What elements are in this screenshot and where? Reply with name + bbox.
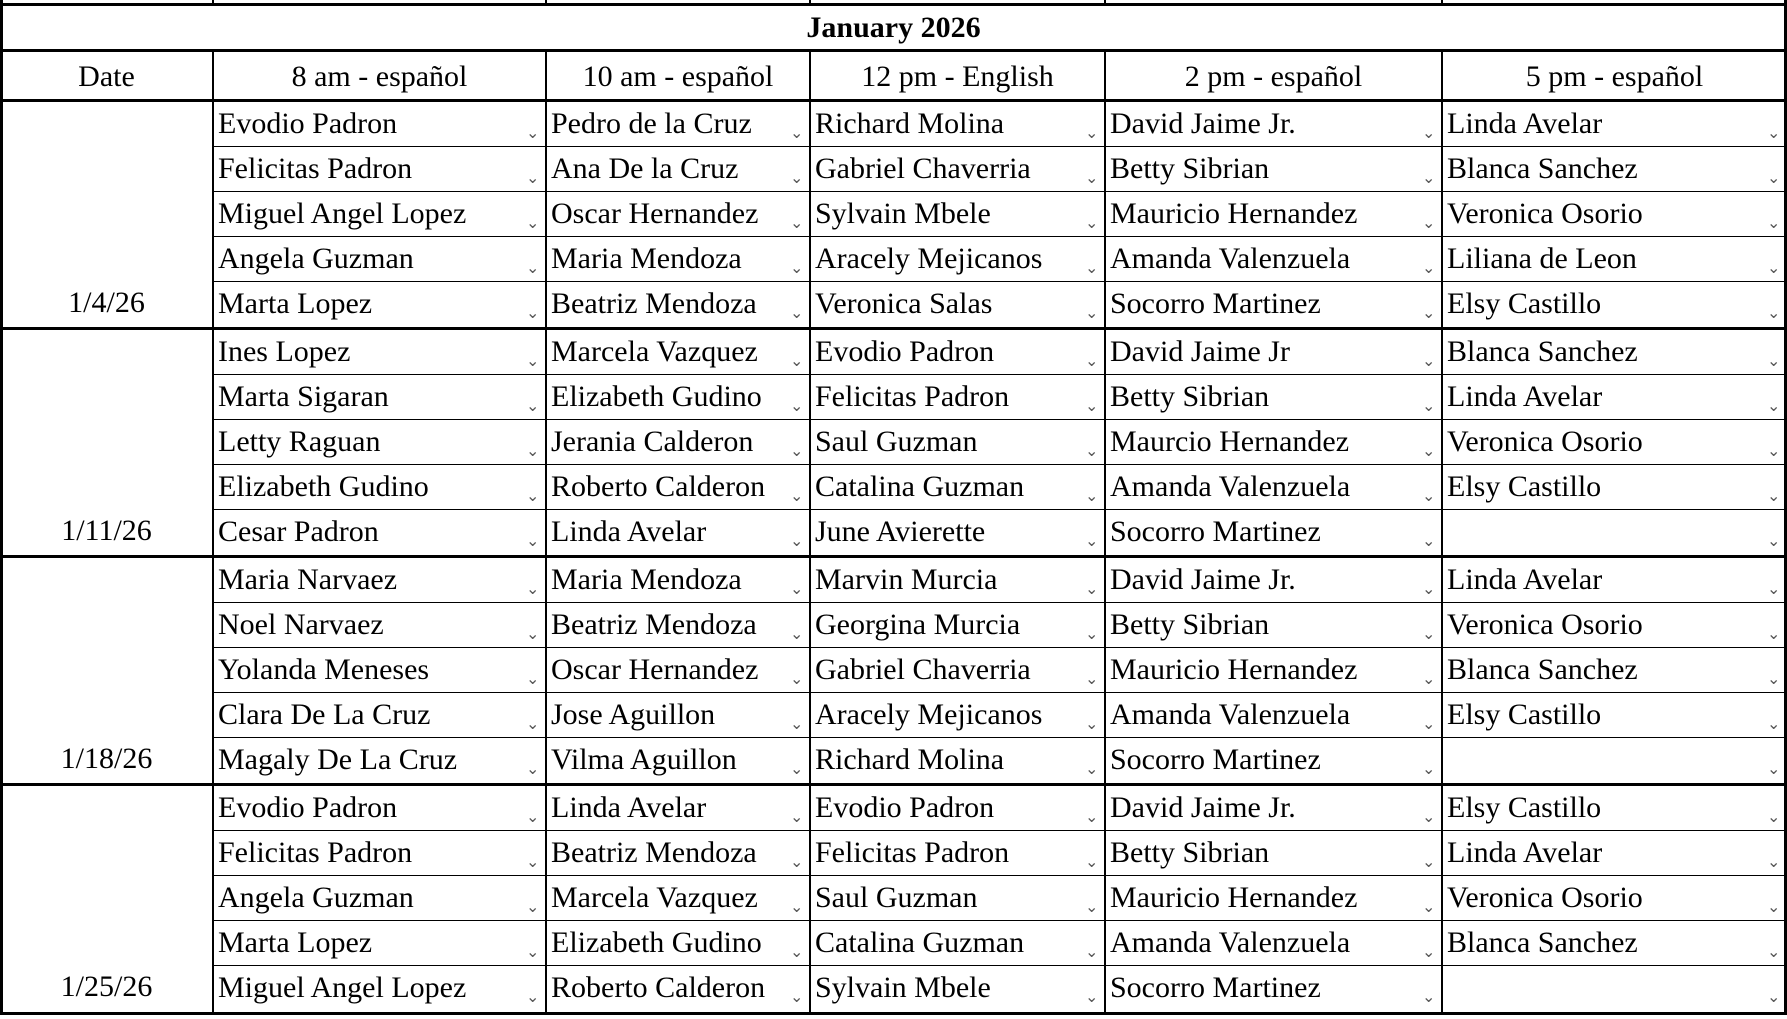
schedule-cell-dropdown[interactable]: Noel Narvaez xyxy=(218,608,384,641)
grid-vline xyxy=(1104,0,1106,5)
chevron-down-icon[interactable]: ⌄ xyxy=(1767,942,1781,961)
schedule-cell-dropdown[interactable]: Blanca Sanchez xyxy=(1447,653,1638,686)
chevron-down-icon[interactable]: ⌄ xyxy=(1767,351,1781,370)
chevron-down-icon[interactable]: ⌄ xyxy=(790,759,804,778)
grid-hline xyxy=(0,327,1787,330)
chevron-down-icon[interactable]: ⌄ xyxy=(1767,123,1781,142)
grid-vline xyxy=(212,0,214,5)
chevron-down-icon[interactable]: ⌄ xyxy=(1422,531,1436,550)
chevron-down-icon[interactable]: ⌄ xyxy=(1422,303,1436,322)
chevron-down-icon[interactable]: ⌄ xyxy=(790,987,804,1006)
grid-vline xyxy=(809,0,811,5)
schedule-cell-dropdown[interactable]: Beatriz Mendoza xyxy=(551,836,757,869)
chevron-down-icon[interactable]: ⌄ xyxy=(1085,669,1099,688)
chevron-down-icon[interactable]: ⌄ xyxy=(790,441,804,460)
chevron-down-icon[interactable]: ⌄ xyxy=(526,531,540,550)
chevron-down-icon[interactable]: ⌄ xyxy=(1085,531,1099,550)
chevron-down-icon[interactable]: ⌄ xyxy=(1085,987,1099,1006)
chevron-down-icon[interactable]: ⌄ xyxy=(790,579,804,598)
schedule-cell-dropdown[interactable]: Veronica Osorio xyxy=(1447,881,1643,914)
chevron-down-icon[interactable]: ⌄ xyxy=(1767,213,1781,232)
chevron-down-icon[interactable]: ⌄ xyxy=(526,123,540,142)
schedule-cell-dropdown[interactable]: Ines Lopez xyxy=(218,335,351,368)
schedule-cell-dropdown[interactable]: Amanda Valenzuela xyxy=(1110,470,1351,503)
schedule-cell-dropdown[interactable]: Liliana de Leon xyxy=(1447,242,1637,275)
grid-hline xyxy=(213,692,1787,693)
schedule-cell-dropdown[interactable]: Gabriel Chaverria xyxy=(815,653,1031,686)
schedule-cell-dropdown[interactable]: Gabriel Chaverria xyxy=(815,152,1031,185)
chevron-down-icon[interactable]: ⌄ xyxy=(526,669,540,688)
chevron-down-icon[interactable]: ⌄ xyxy=(526,579,540,598)
chevron-down-icon[interactable]: ⌄ xyxy=(790,942,804,961)
schedule-cell-dropdown[interactable]: Ana De la Cruz xyxy=(551,152,739,185)
schedule-cell-dropdown[interactable]: Socorro Martinez xyxy=(1110,971,1321,1004)
chevron-down-icon[interactable]: ⌄ xyxy=(1422,486,1436,505)
grid-vline xyxy=(212,50,214,1015)
grid-hline xyxy=(213,236,1787,237)
chevron-down-icon[interactable]: ⌄ xyxy=(1767,897,1781,916)
chevron-down-icon[interactable]: ⌄ xyxy=(1422,852,1436,871)
grid-hline xyxy=(213,602,1787,603)
chevron-down-icon[interactable]: ⌄ xyxy=(790,669,804,688)
schedule-cell-dropdown[interactable]: Georgina Murcia xyxy=(815,608,1021,641)
chevron-down-icon[interactable]: ⌄ xyxy=(1767,168,1781,187)
schedule-cell-dropdown[interactable]: Linda Avelar xyxy=(1447,836,1603,869)
schedule-cell-dropdown[interactable]: Evodio Padron xyxy=(815,335,995,368)
chevron-down-icon[interactable]: ⌄ xyxy=(1085,942,1099,961)
schedule-cell-dropdown[interactable]: Clara De La Cruz xyxy=(218,698,431,731)
schedule-cell-dropdown[interactable]: Maria Mendoza xyxy=(551,242,742,275)
schedule-cell-dropdown[interactable]: Cesar Padron xyxy=(218,515,379,548)
schedule-cell-dropdown[interactable]: David Jaime Jr. xyxy=(1110,791,1296,824)
schedule-cell-dropdown[interactable]: Linda Avelar xyxy=(1447,380,1603,413)
chevron-down-icon[interactable]: ⌄ xyxy=(1767,987,1781,1006)
grid-hline xyxy=(213,920,1787,921)
grid-hline xyxy=(213,191,1787,192)
schedule-cell-dropdown[interactable]: Evodio Padron xyxy=(218,791,398,824)
chevron-down-icon[interactable]: ⌄ xyxy=(790,258,804,277)
schedule-cell-dropdown[interactable]: Blanca Sanchez xyxy=(1447,926,1638,959)
chevron-down-icon[interactable]: ⌄ xyxy=(1085,396,1099,415)
chevron-down-icon[interactable]: ⌄ xyxy=(1085,168,1099,187)
grid-vline xyxy=(0,0,3,1015)
chevron-down-icon[interactable]: ⌄ xyxy=(1422,258,1436,277)
header-service-2: 10 am - español xyxy=(582,60,774,93)
grid-hline xyxy=(213,374,1787,375)
chevron-down-icon[interactable]: ⌄ xyxy=(1767,486,1781,505)
chevron-down-icon[interactable]: ⌄ xyxy=(790,624,804,643)
schedule-cell-dropdown[interactable]: June Avierette xyxy=(815,515,986,548)
schedule-cell-dropdown[interactable]: Sylvain Mbele xyxy=(815,197,991,230)
schedule-cell-dropdown[interactable]: Angela Guzman xyxy=(218,881,414,914)
schedule-cell-dropdown[interactable]: Amanda Valenzuela xyxy=(1110,698,1351,731)
schedule-cell-dropdown[interactable]: Elsy Castillo xyxy=(1447,470,1602,503)
chevron-down-icon[interactable]: ⌄ xyxy=(1085,123,1099,142)
chevron-down-icon[interactable]: ⌄ xyxy=(1085,351,1099,370)
chevron-down-icon[interactable]: ⌄ xyxy=(526,258,540,277)
grid-vline xyxy=(1441,0,1443,5)
schedule-cell-dropdown[interactable]: Mauricio Hernandez xyxy=(1110,653,1358,686)
chevron-down-icon[interactable]: ⌄ xyxy=(1085,258,1099,277)
chevron-down-icon[interactable]: ⌄ xyxy=(1422,624,1436,643)
week-date: 1/25/26 xyxy=(60,970,153,1003)
chevron-down-icon[interactable]: ⌄ xyxy=(1422,759,1436,778)
grid-hline xyxy=(213,146,1787,147)
chevron-down-icon[interactable]: ⌄ xyxy=(790,168,804,187)
chevron-down-icon[interactable]: ⌄ xyxy=(1767,258,1781,277)
chevron-down-icon[interactable]: ⌄ xyxy=(526,942,540,961)
chevron-down-icon[interactable]: ⌄ xyxy=(1422,123,1436,142)
schedule-cell-dropdown[interactable]: Angela Guzman xyxy=(218,242,414,275)
schedule-cell-dropdown[interactable]: Socorro Martinez xyxy=(1110,515,1321,548)
chevron-down-icon[interactable]: ⌄ xyxy=(1085,624,1099,643)
schedule-cell-dropdown[interactable]: Elizabeth Gudino xyxy=(551,380,762,413)
schedule-cell-dropdown[interactable]: Blanca Sanchez xyxy=(1447,152,1638,185)
week-date: 1/18/26 xyxy=(60,742,153,775)
schedule-cell-dropdown[interactable]: Aracely Mejicanos xyxy=(815,242,1043,275)
chevron-down-icon[interactable]: ⌄ xyxy=(790,303,804,322)
schedule-cell-dropdown[interactable]: Elsy Castillo xyxy=(1447,791,1602,824)
chevron-down-icon[interactable]: ⌄ xyxy=(526,987,540,1006)
schedule-cell-dropdown[interactable]: Amanda Valenzuela xyxy=(1110,242,1351,275)
chevron-down-icon[interactable]: ⌄ xyxy=(526,897,540,916)
chevron-down-icon[interactable]: ⌄ xyxy=(1767,852,1781,871)
grid-vline xyxy=(545,50,547,1015)
header-service-4: 2 pm - español xyxy=(1184,60,1363,93)
schedule-cell-dropdown[interactable]: Elsy Castillo xyxy=(1447,287,1602,320)
chevron-down-icon[interactable]: ⌄ xyxy=(1422,987,1436,1006)
grid-hline xyxy=(213,464,1787,465)
schedule-cell-dropdown[interactable]: Veronica Osorio xyxy=(1447,197,1643,230)
schedule-cell-dropdown[interactable]: Veronica Salas xyxy=(815,287,993,320)
chevron-down-icon[interactable]: ⌄ xyxy=(1767,531,1781,550)
grid-hline xyxy=(213,509,1787,510)
grid-hline xyxy=(213,419,1787,420)
chevron-down-icon[interactable]: ⌄ xyxy=(1767,669,1781,688)
header-service-3: 12 pm - English xyxy=(861,60,1054,93)
schedule-cell-dropdown[interactable]: Yolanda Meneses xyxy=(218,653,430,686)
schedule-cell-dropdown[interactable]: Felicitas Padron xyxy=(815,836,1010,869)
schedule-cell-dropdown[interactable]: Jerania Calderon xyxy=(551,425,754,458)
schedule-cell-dropdown[interactable]: David Jaime Jr. xyxy=(1110,563,1296,596)
chevron-down-icon[interactable]: ⌄ xyxy=(1422,669,1436,688)
chevron-down-icon[interactable]: ⌄ xyxy=(1085,714,1099,733)
chevron-down-icon[interactable]: ⌄ xyxy=(1422,897,1436,916)
schedule-cell-dropdown[interactable]: Marta Lopez xyxy=(218,926,373,959)
chevron-down-icon[interactable]: ⌄ xyxy=(526,168,540,187)
chevron-down-icon[interactable]: ⌄ xyxy=(526,213,540,232)
schedule-cell-dropdown[interactable]: Blanca Sanchez xyxy=(1447,335,1638,368)
grid-hline xyxy=(213,830,1787,831)
grid-hline xyxy=(213,281,1787,282)
schedule-cell-dropdown[interactable]: Pedro de la Cruz xyxy=(551,107,752,140)
schedule-cell-dropdown[interactable]: Miguel Angel Lopez xyxy=(218,971,467,1004)
schedule-cell-dropdown[interactable]: Maria Mendoza xyxy=(551,563,742,596)
chevron-down-icon[interactable]: ⌄ xyxy=(526,624,540,643)
chevron-down-icon[interactable]: ⌄ xyxy=(526,759,540,778)
chevron-down-icon[interactable]: ⌄ xyxy=(790,351,804,370)
schedule-cell-dropdown[interactable]: Catalina Guzman xyxy=(815,926,1025,959)
schedule-cell-dropdown[interactable]: Betty Sibrian xyxy=(1110,608,1270,641)
schedule-cell-dropdown[interactable]: Socorro Martinez xyxy=(1110,743,1321,776)
schedule-cell-dropdown[interactable]: Saul Guzman xyxy=(815,881,978,914)
chevron-down-icon[interactable]: ⌄ xyxy=(1767,396,1781,415)
grid-vline xyxy=(809,50,811,1015)
grid-hline xyxy=(0,49,1787,52)
schedule-cell-dropdown[interactable]: Linda Avelar xyxy=(551,515,707,548)
grid-vline xyxy=(1441,50,1443,1015)
schedule-cell-dropdown[interactable] xyxy=(1442,737,1787,781)
chevron-down-icon[interactable]: ⌄ xyxy=(526,351,540,370)
schedule-cell-dropdown[interactable]: Elsy Castillo xyxy=(1447,698,1602,731)
schedule-cell-dropdown[interactable]: Maria Narvaez xyxy=(218,563,398,596)
chevron-down-icon[interactable]: ⌄ xyxy=(1085,759,1099,778)
chevron-down-icon[interactable]: ⌄ xyxy=(1422,714,1436,733)
grid-hline xyxy=(0,555,1787,558)
schedule-cell-dropdown[interactable]: Felicitas Padron xyxy=(815,380,1010,413)
schedule-cell-dropdown[interactable] xyxy=(1442,965,1787,1009)
schedule-cell-dropdown[interactable]: Veronica Osorio xyxy=(1447,608,1643,641)
grid-hline xyxy=(213,737,1787,738)
chevron-down-icon[interactable]: ⌄ xyxy=(1085,486,1099,505)
schedule-cell-dropdown[interactable]: Veronica Osorio xyxy=(1447,425,1643,458)
schedule-cell-dropdown[interactable]: Marta Lopez xyxy=(218,287,373,320)
schedule-cell-dropdown[interactable]: David Jaime Jr xyxy=(1110,335,1290,368)
chevron-down-icon[interactable]: ⌄ xyxy=(526,303,540,322)
schedule-cell-dropdown[interactable] xyxy=(1442,509,1787,553)
grid-hline xyxy=(213,647,1787,648)
grid-hline xyxy=(0,3,1787,6)
schedule-cell-dropdown[interactable]: Richard Molina xyxy=(815,743,1005,776)
schedule-cell-dropdown[interactable]: Beatriz Mendoza xyxy=(551,287,757,320)
month-title: January 2026 xyxy=(806,11,981,44)
header-service-5: 5 pm - español xyxy=(1525,60,1704,93)
schedule-cell-dropdown[interactable]: Magaly De La Cruz xyxy=(218,743,458,776)
chevron-down-icon[interactable]: ⌄ xyxy=(1422,441,1436,460)
chevron-down-icon[interactable]: ⌄ xyxy=(1767,807,1781,826)
chevron-down-icon[interactable]: ⌄ xyxy=(790,852,804,871)
schedule-cell-dropdown[interactable]: Betty Sibrian xyxy=(1110,380,1270,413)
chevron-down-icon[interactable]: ⌄ xyxy=(790,396,804,415)
schedule-cell-dropdown[interactable]: Amanda Valenzuela xyxy=(1110,926,1351,959)
schedule-cell-dropdown[interactable]: Oscar Hernandez xyxy=(551,197,759,230)
schedule-cell-dropdown[interactable]: Maurcio Hernandez xyxy=(1110,425,1350,458)
grid-vline xyxy=(1104,50,1106,1015)
schedule-cell-dropdown[interactable]: Marcela Vazquez xyxy=(551,335,758,368)
schedule-cell-dropdown[interactable]: Roberto Calderon xyxy=(551,470,766,503)
chevron-down-icon[interactable]: ⌄ xyxy=(790,531,804,550)
schedule-cell-dropdown[interactable]: Saul Guzman xyxy=(815,425,978,458)
chevron-down-icon[interactable]: ⌄ xyxy=(790,897,804,916)
schedule-cell-dropdown[interactable]: Elizabeth Gudino xyxy=(551,926,762,959)
chevron-down-icon[interactable]: ⌄ xyxy=(526,852,540,871)
chevron-down-icon[interactable]: ⌄ xyxy=(1422,396,1436,415)
schedule-cell-dropdown[interactable]: Beatriz Mendoza xyxy=(551,608,757,641)
header-service-1: 8 am - español xyxy=(291,60,468,93)
schedule-cell-dropdown[interactable]: Felicitas Padron xyxy=(218,836,413,869)
schedule-cell-dropdown[interactable]: Evodio Padron xyxy=(218,107,398,140)
schedule-cell-dropdown[interactable]: Linda Avelar xyxy=(1447,563,1603,596)
schedule-cell-dropdown[interactable]: Betty Sibrian xyxy=(1110,152,1270,185)
schedule-cell-dropdown[interactable]: Marcela Vazquez xyxy=(551,881,758,914)
schedule-cell-dropdown[interactable]: Linda Avelar xyxy=(1447,107,1603,140)
chevron-down-icon[interactable]: ⌄ xyxy=(1085,441,1099,460)
schedule-cell-dropdown[interactable]: Linda Avelar xyxy=(551,791,707,824)
chevron-down-icon[interactable]: ⌄ xyxy=(1085,303,1099,322)
chevron-down-icon[interactable]: ⌄ xyxy=(790,807,804,826)
grid-hline xyxy=(0,1012,1787,1015)
chevron-down-icon[interactable]: ⌄ xyxy=(790,486,804,505)
chevron-down-icon[interactable]: ⌄ xyxy=(1085,852,1099,871)
schedule-cell-dropdown[interactable]: Letty Raguan xyxy=(218,425,381,458)
schedule-cell-dropdown[interactable]: Mauricio Hernandez xyxy=(1110,197,1358,230)
chevron-down-icon[interactable]: ⌄ xyxy=(526,441,540,460)
grid-hline xyxy=(213,875,1787,876)
week-date: 1/11/26 xyxy=(61,514,152,547)
schedule-cell-dropdown[interactable]: Betty Sibrian xyxy=(1110,836,1270,869)
chevron-down-icon[interactable]: ⌄ xyxy=(790,213,804,232)
chevron-down-icon[interactable]: ⌄ xyxy=(1767,714,1781,733)
schedule-cell-dropdown[interactable]: Miguel Angel Lopez xyxy=(218,197,467,230)
schedule-cell-dropdown[interactable]: David Jaime Jr. xyxy=(1110,107,1296,140)
chevron-down-icon[interactable]: ⌄ xyxy=(1767,624,1781,643)
schedule-cell-dropdown[interactable]: Socorro Martinez xyxy=(1110,287,1321,320)
chevron-down-icon[interactable]: ⌄ xyxy=(1422,579,1436,598)
schedule-cell-dropdown[interactable]: Aracely Mejicanos xyxy=(815,698,1043,731)
chevron-down-icon[interactable]: ⌄ xyxy=(1422,168,1436,187)
schedule-cell-dropdown[interactable]: Catalina Guzman xyxy=(815,470,1025,503)
schedule-cell-dropdown[interactable]: Marta Sigaran xyxy=(218,380,389,413)
schedule-cell-dropdown[interactable]: Mauricio Hernandez xyxy=(1110,881,1358,914)
schedule-cell-dropdown[interactable]: Roberto Calderon xyxy=(551,971,766,1004)
schedule-cell-dropdown[interactable]: Felicitas Padron xyxy=(218,152,413,185)
chevron-down-icon[interactable]: ⌄ xyxy=(1422,807,1436,826)
chevron-down-icon[interactable]: ⌄ xyxy=(526,396,540,415)
schedule-cell-dropdown[interactable]: Richard Molina xyxy=(815,107,1005,140)
chevron-down-icon[interactable]: ⌄ xyxy=(526,714,540,733)
chevron-down-icon[interactable]: ⌄ xyxy=(1085,807,1099,826)
header-date: Date xyxy=(78,60,135,93)
chevron-down-icon[interactable]: ⌄ xyxy=(1422,942,1436,961)
schedule-cell-dropdown[interactable]: Evodio Padron xyxy=(815,791,995,824)
chevron-down-icon[interactable]: ⌄ xyxy=(526,807,540,826)
grid-hline xyxy=(213,965,1787,966)
chevron-down-icon[interactable]: ⌄ xyxy=(1422,213,1436,232)
chevron-down-icon[interactable]: ⌄ xyxy=(1085,213,1099,232)
schedule-cell-dropdown[interactable]: Elizabeth Gudino xyxy=(218,470,429,503)
chevron-down-icon[interactable]: ⌄ xyxy=(1085,579,1099,598)
schedule-cell-dropdown[interactable]: Sylvain Mbele xyxy=(815,971,991,1004)
chevron-down-icon[interactable]: ⌄ xyxy=(1085,897,1099,916)
grid-hline xyxy=(0,99,1787,102)
chevron-down-icon[interactable]: ⌄ xyxy=(1422,351,1436,370)
week-date: 1/4/26 xyxy=(68,286,145,319)
chevron-down-icon[interactable]: ⌄ xyxy=(790,714,804,733)
grid-vline xyxy=(545,0,547,5)
chevron-down-icon[interactable]: ⌄ xyxy=(790,123,804,142)
chevron-down-icon[interactable]: ⌄ xyxy=(1767,441,1781,460)
schedule-cell-dropdown[interactable]: Oscar Hernandez xyxy=(551,653,759,686)
schedule-cell-dropdown[interactable]: Jose Aguillon xyxy=(551,698,716,731)
chevron-down-icon[interactable]: ⌄ xyxy=(1767,303,1781,322)
chevron-down-icon[interactable]: ⌄ xyxy=(1767,759,1781,778)
grid-hline xyxy=(0,783,1787,786)
chevron-down-icon[interactable]: ⌄ xyxy=(526,486,540,505)
schedule-cell-dropdown[interactable]: Vilma Aguillon xyxy=(551,743,737,776)
chevron-down-icon[interactable]: ⌄ xyxy=(1767,579,1781,598)
schedule-cell-dropdown[interactable]: Marvin Murcia xyxy=(815,563,998,596)
